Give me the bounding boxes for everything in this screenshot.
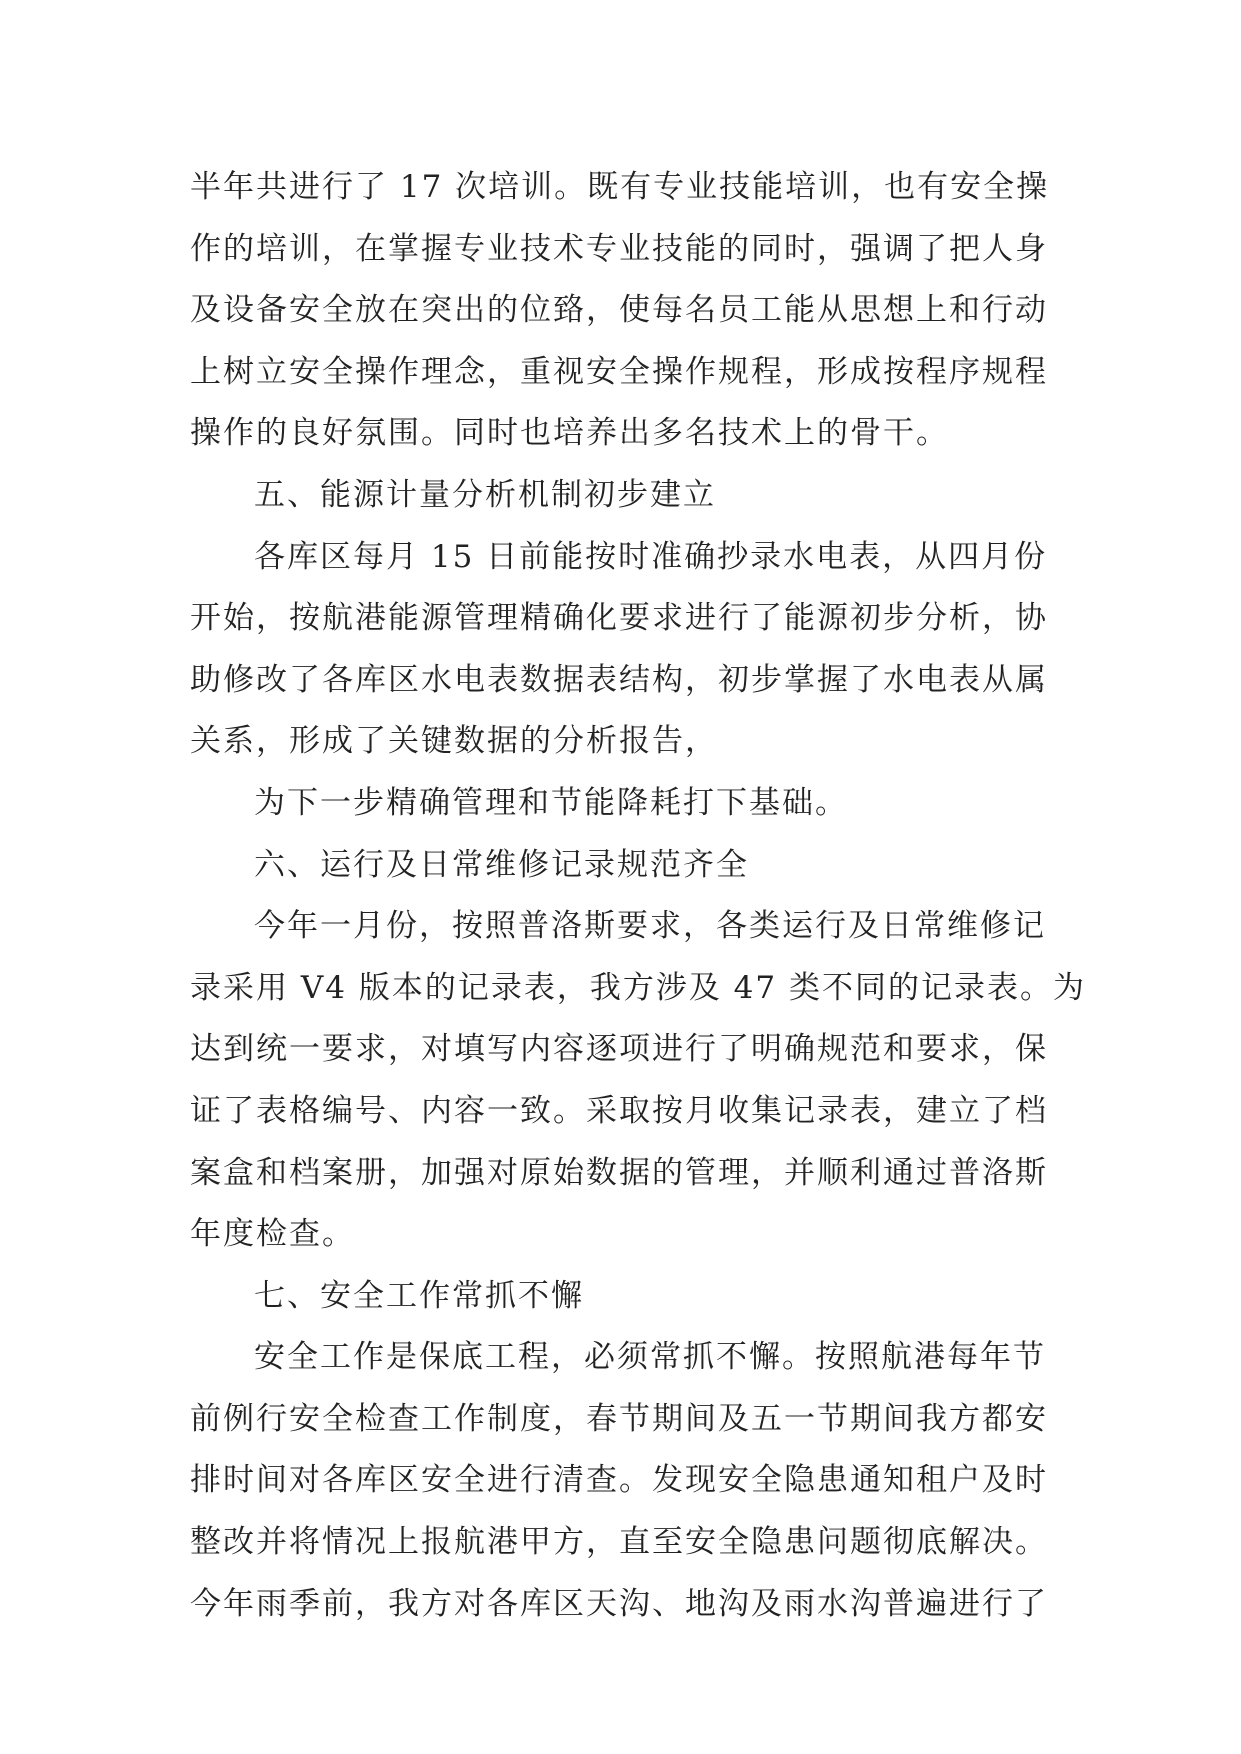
text-line: 六、运行及日常维修记录规范齐全 bbox=[254, 846, 749, 883]
text-line: 证了表格编号、内容一致。采取按月收集记录表，建立了档 bbox=[190, 1092, 1048, 1129]
text-line: 年度检查。 bbox=[190, 1216, 355, 1253]
text-line: 开始，按航港能源管理精确化要求进行了能源初步分析，协 bbox=[190, 600, 1048, 637]
text-line: 今年雨季前，我方对各库区天沟、地沟及雨水沟普遍进行了 bbox=[190, 1585, 1048, 1622]
text-line: 七、安全工作常抓不懈 bbox=[254, 1277, 584, 1314]
text-line: 为下一步精确管理和节能降耗打下基础。 bbox=[254, 784, 848, 821]
text-line: 作的培训，在掌握专业技术专业技能的同时，强调了把人身 bbox=[190, 230, 1048, 267]
text-line: 录采用 V4 版本的记录表，我方涉及 47 类不同的记录表。为 bbox=[190, 969, 1086, 1006]
text-line: 安全工作是保底工程，必须常抓不懈。按照航港每年节 bbox=[254, 1339, 1046, 1376]
text-line: 前例行安全检查工作制度，春节期间及五一节期间我方都安 bbox=[190, 1400, 1048, 1437]
text-line: 排时间对各库区安全进行清查。发现安全隐患通知租户及时 bbox=[190, 1462, 1048, 1499]
text-line: 整改并将情况上报航港甲方，直至安全隐患问题彻底解决。 bbox=[190, 1524, 1048, 1561]
text-line: 助修改了各库区水电表数据表结构，初步掌握了水电表从属 bbox=[190, 661, 1048, 698]
text-line: 各库区每月 15 日前能按时准确抄录水电表，从四月份 bbox=[254, 538, 1048, 575]
text-line: 关系，形成了关键数据的分析报告， bbox=[190, 723, 718, 760]
body-text bbox=[190, 157, 1090, 1635]
text-line: 达到统一要求，对填写内容逐项进行了明确规范和要求，保 bbox=[190, 1031, 1048, 1068]
text-line: 案盒和档案册，加强对原始数据的管理，并顺利通过普洛斯 bbox=[190, 1154, 1048, 1191]
text-line: 五、能源计量分析机制初步建立 bbox=[254, 476, 716, 513]
text-line: 及设备安全放在突出的位臵，使每名员工能从思想上和行动 bbox=[190, 292, 1048, 329]
text-line: 半年共进行了 17 次培训。既有专业技能培训，也有安全操 bbox=[190, 169, 1050, 205]
text-line: 上树立安全操作理念，重视安全操作规程，形成按程序规程 bbox=[190, 353, 1048, 390]
text-line: 今年一月份，按照普洛斯要求，各类运行及日常维修记 bbox=[254, 908, 1046, 945]
text-line: 操作的良好氛围。同时也培养出多名技术上的骨干。 bbox=[190, 415, 949, 452]
